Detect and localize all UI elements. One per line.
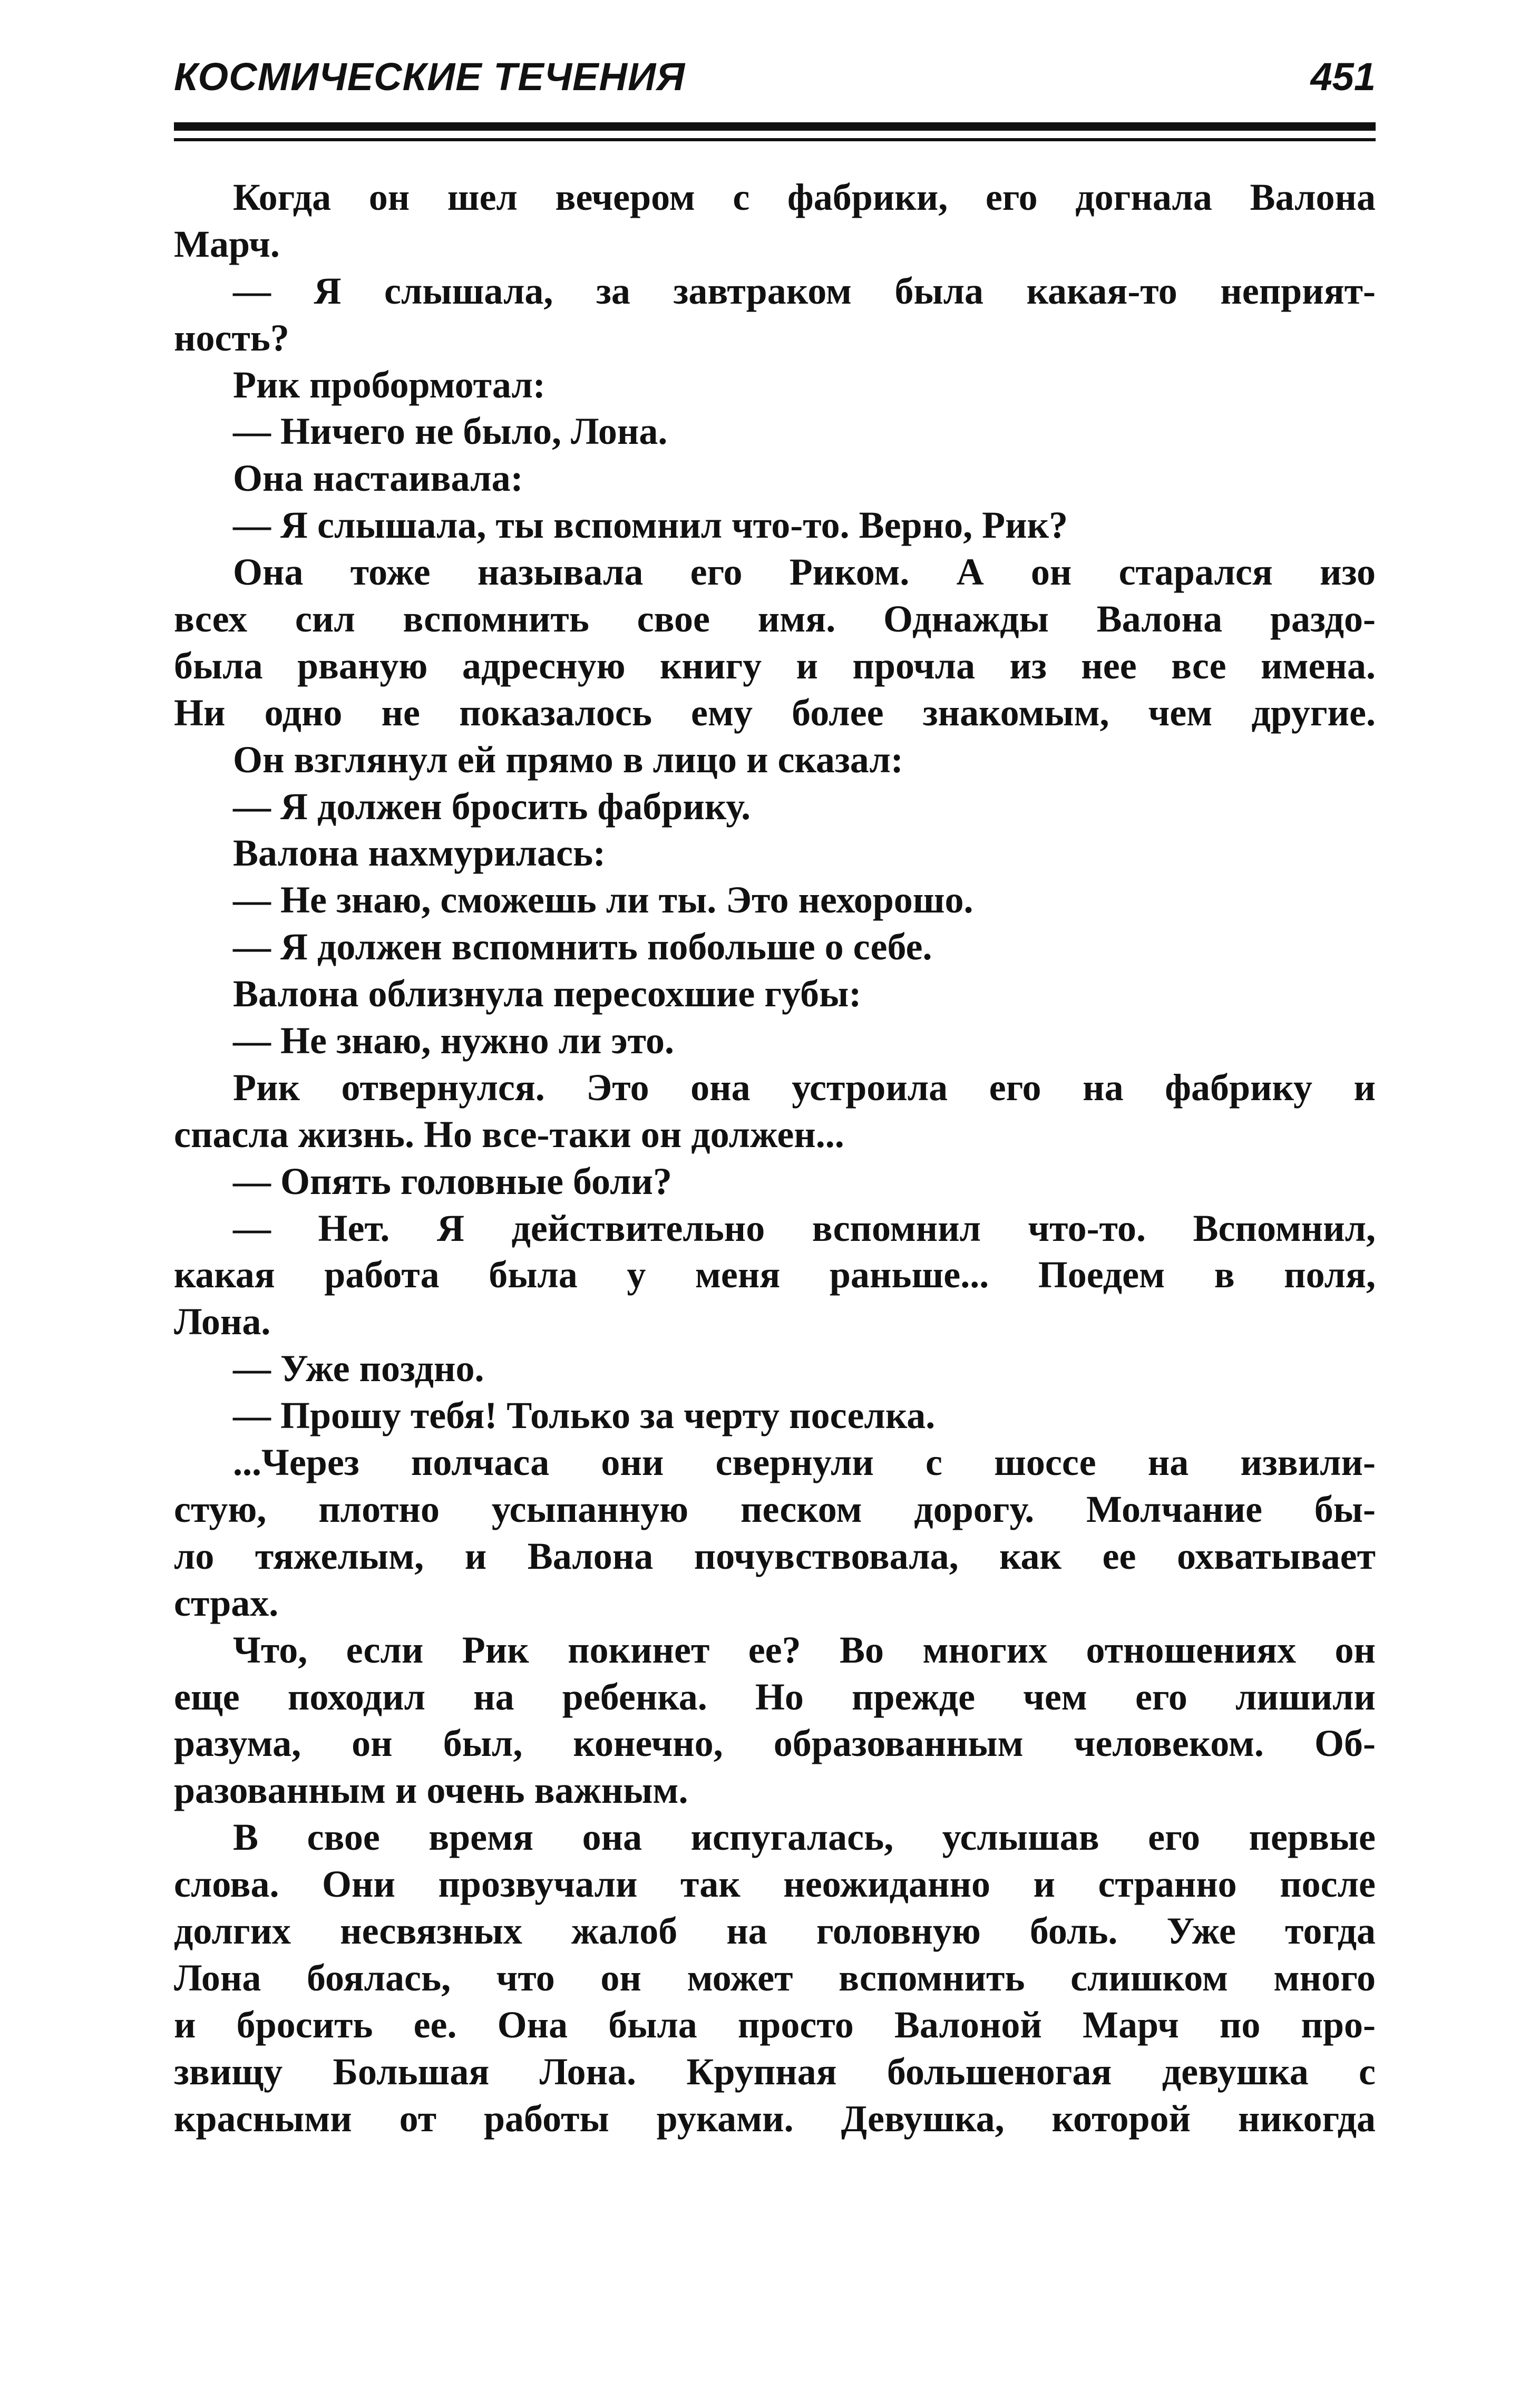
text-line: Лона боялась, что он может вспомнить слишком много — [174, 1956, 1376, 1999]
text-line: Он взглянул ей прямо в лицо и сказал: — [233, 738, 903, 781]
running-head — [174, 45, 1376, 114]
running-head-title: КОСМИЧЕСКИЕ ТЕЧЕНИЯ — [174, 55, 686, 99]
page-number: 451 — [1310, 55, 1376, 99]
text-line: — Я должен бросить фабрику. — [233, 785, 751, 828]
text-line: Валона облизнула пересохшие губы: — [233, 973, 862, 1015]
text-line: — Я должен вспомнить побольше о себе. — [233, 926, 932, 968]
text-line: слова. Они прозвучали так неожиданно и странно после — [174, 1863, 1376, 1906]
text-line: стую, плотно усыпанную песком дорогу. Молчание бы- — [174, 1488, 1376, 1530]
text-line: — Не знаю, сможешь ли ты. Это нехорошо. — [233, 879, 973, 921]
text-line: ...Через полчаса они свернули с шоссе на извили- — [233, 1441, 1376, 1484]
text-line: спасла жизнь. Но все-таки он должен... — [174, 1113, 844, 1156]
text-line: В свое время она испугалась, услышав его первые — [233, 1816, 1376, 1859]
header-rule-thick — [174, 122, 1376, 131]
text-line: ло тяжелым, и Валона почувствовала, как ее охватывает — [174, 1535, 1376, 1577]
text-line: разованным и очень важным. — [174, 1769, 688, 1812]
text-line: Рик пробормотал: — [233, 363, 546, 406]
text-line: — Опять головные боли? — [233, 1160, 672, 1202]
text-line: — Уже поздно. — [233, 1347, 484, 1390]
text-line: Она тоже называла его Риком. А он старался изо — [233, 551, 1376, 594]
text-line: еще походил на ребенка. Но прежде чем его лишили — [174, 1675, 1376, 1718]
text-line: — Ничего не было, Лона. — [233, 410, 668, 453]
text-line: — Я слышала, ты вспомнил что-то. Верно, Рик? — [233, 504, 1068, 547]
text-line: Что, если Рик покинет ее? Во многих отношениях он — [233, 1628, 1376, 1671]
text-line: Лона. — [174, 1300, 271, 1343]
text-line: Валона нахмурилась: — [233, 832, 606, 875]
text-line: страх. — [174, 1581, 279, 1624]
text-line: — Прошу тебя! Только за черту поселка. — [233, 1394, 936, 1437]
text-line: — Не знаю, нужно ли это. — [233, 1019, 675, 1062]
text-line: Ни одно не показалось ему более знакомым, чем другие. — [174, 691, 1376, 734]
text-line: и бросить ее. Она была просто Валоной Марч по про- — [174, 2003, 1376, 2046]
text-line: ность? — [174, 316, 289, 359]
text-line: Она настаивала: — [233, 457, 523, 500]
text-line: красными от работы руками. Девушка, которой никогда — [174, 2097, 1376, 2140]
text-line: — Я слышала, за завтраком была какая-то неприят- — [233, 269, 1376, 312]
text-line: всех сил вспомнить свое имя. Однажды Валона раздо- — [174, 598, 1376, 640]
text-line: разума, он был, конечно, образованным человеком. Об- — [174, 1722, 1376, 1765]
text-line: долгих несвязных жалоб на головную боль. Уже тогда — [174, 1909, 1376, 1952]
text-line: Когда он шел вечером с фабрики, его догнала Валона — [233, 176, 1376, 218]
body-text — [174, 174, 1376, 2142]
text-line: звищу Большая Лона. Крупная большеногая девушка с — [174, 2050, 1376, 2093]
header-rule-thin — [174, 138, 1376, 141]
text-line: — Нет. Я действительно вспомнил что-то. Вспомнил, — [233, 1207, 1376, 1249]
text-line: была рваную адресную книгу и прочла из нее все имена. — [174, 644, 1376, 687]
text-line: какая работа была у меня раньше... Поедем в поля, — [174, 1254, 1376, 1296]
text-line: Рик отвернулся. Это она устроила его на фабрику и — [233, 1066, 1376, 1109]
text-line: Марч. — [174, 222, 280, 265]
